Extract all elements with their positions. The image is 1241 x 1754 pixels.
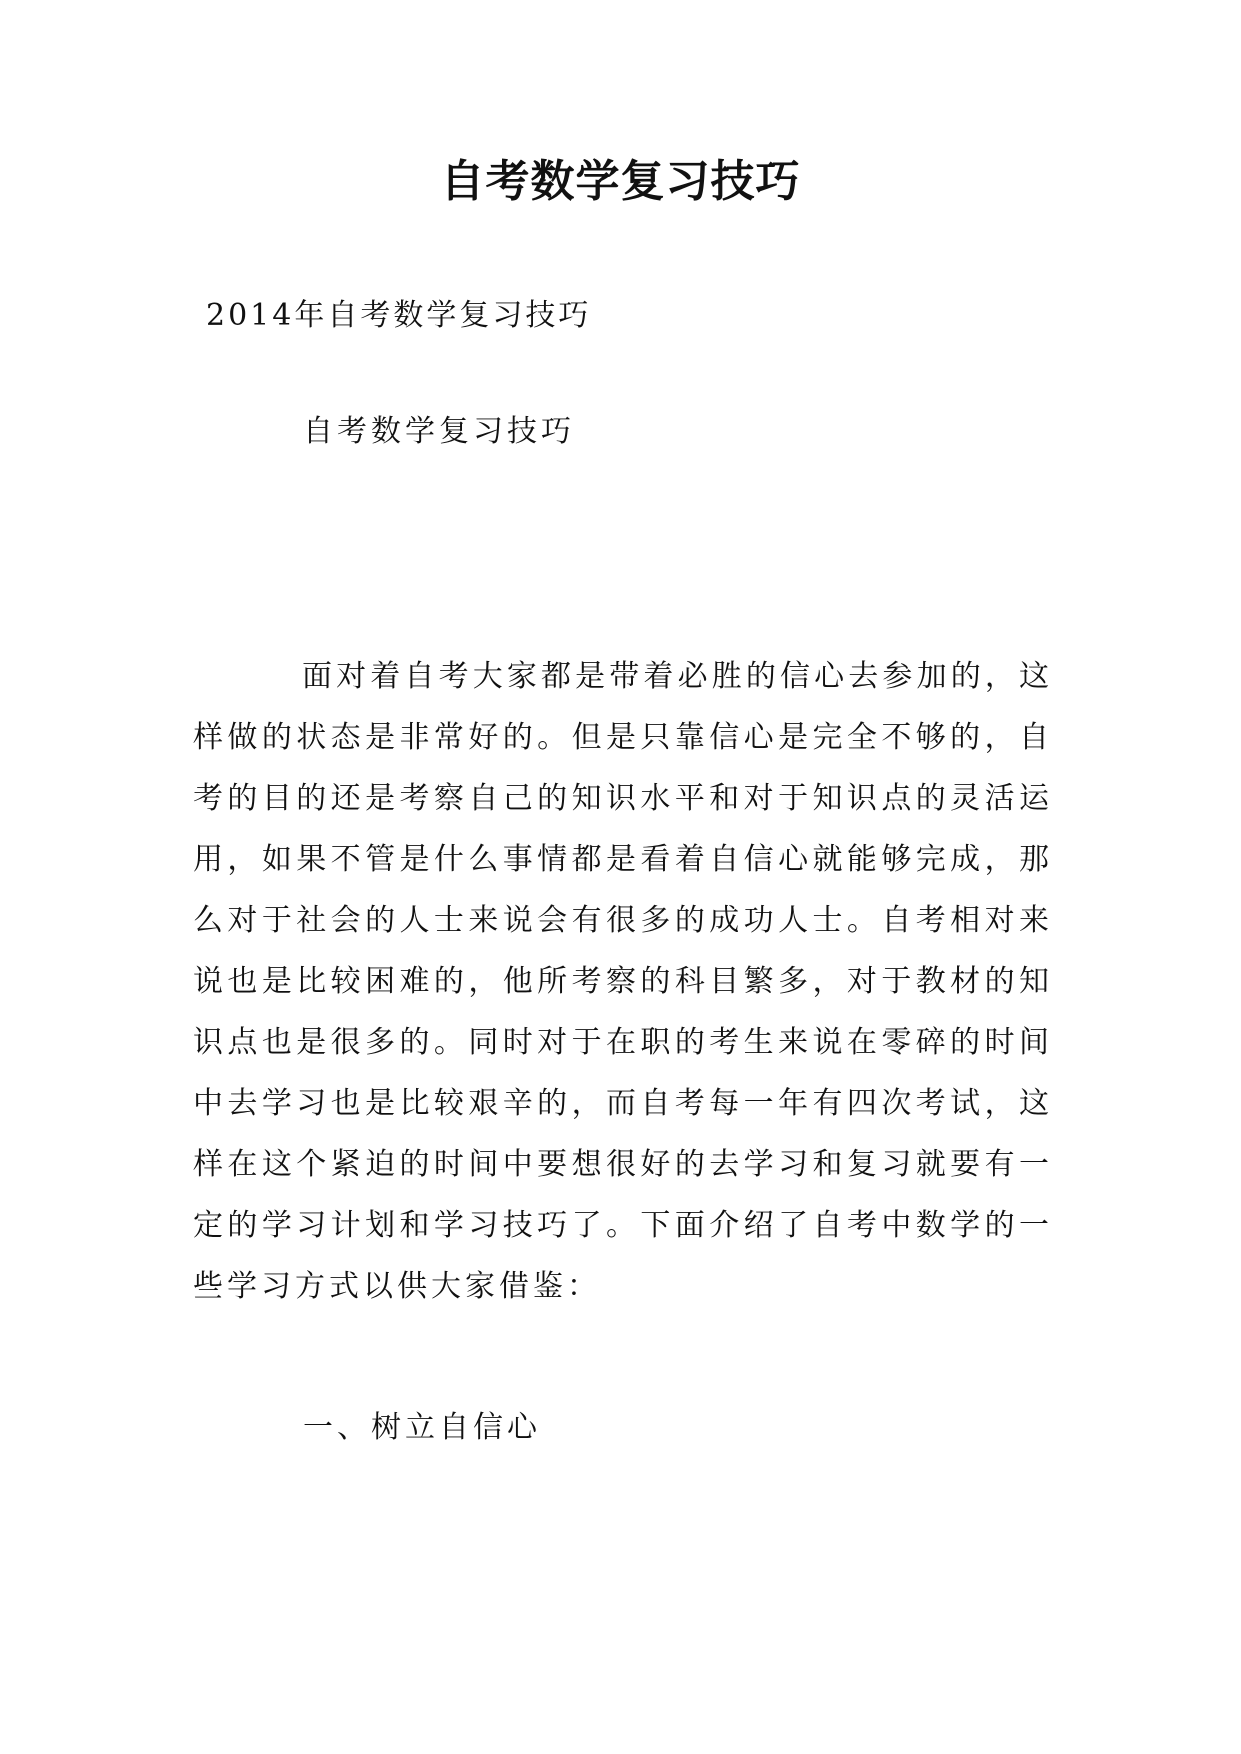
document-heading: 自考数学复习技巧 — [303, 414, 575, 449]
section-heading: 一、树立自信心 — [303, 1410, 541, 1445]
document-subtitle: 2014年自考数学复习技巧 — [206, 298, 592, 333]
page-title: 自考数学复习技巧 — [440, 156, 801, 207]
body-paragraph: 面对着自考大家都是带着必胜的信心去参加的，这样做的状态是非常好的。但是只靠信心是完全不够的，自考的目的还是考察自己的知识水平和对于知识点的灵活运用，如果不管是什么事情都是看着自信心就能够完成，那么对于社会的人士来说会有很多的成功人士。自考相对来说也是比较困难的，他所考察的科目繁多，对于教材的知识点也是很多的。同时对于在职的考生来说在零碎的时间中去学习也是比较艰辛的，而自考每一年有四次考试，这样在这个紧迫的时间中要想很好的去学习和复习就要有一定的学习计划和学习技巧了。下面介绍了自考中数学的一些学习方式以供大家借鉴： — [193, 659, 1053, 1304]
